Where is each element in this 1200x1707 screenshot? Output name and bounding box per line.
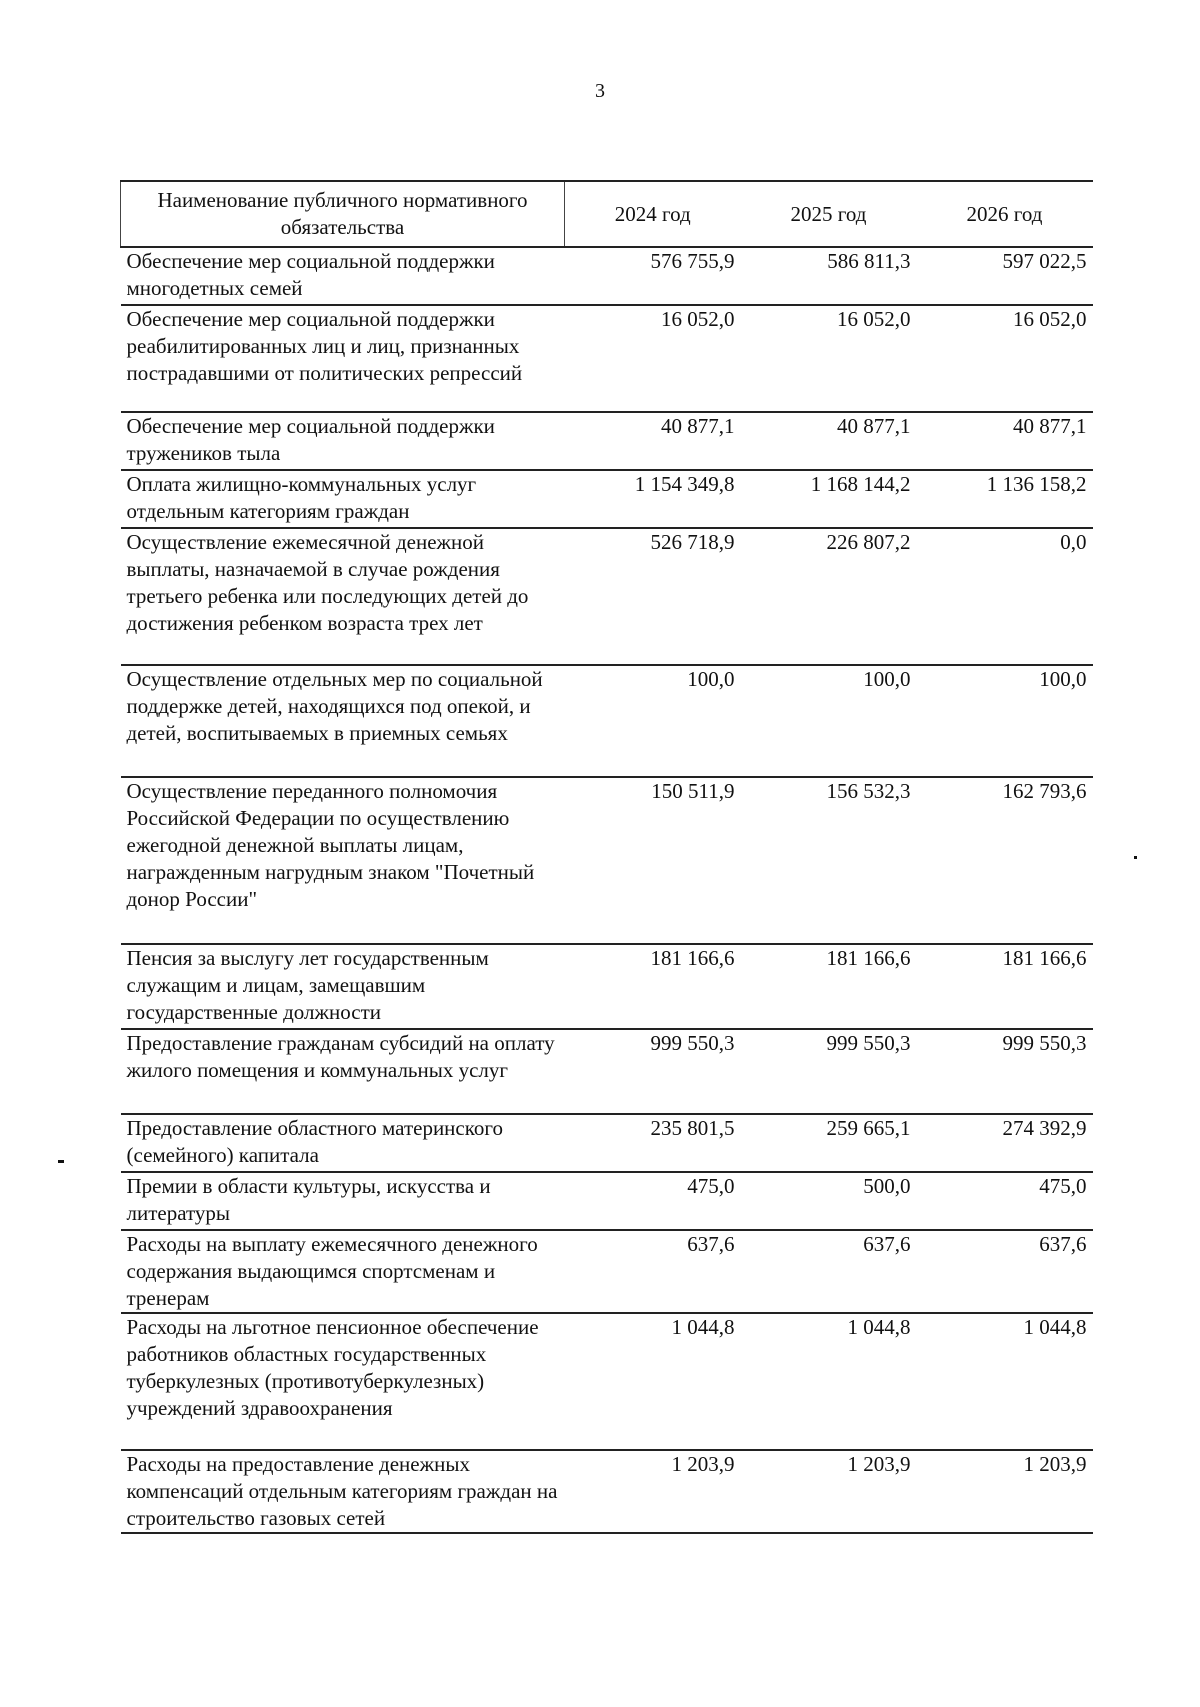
row-2024-cell: 526 718,9	[565, 528, 741, 665]
row-2024-cell: 181 166,6	[565, 944, 741, 1029]
table-row	[121, 305, 1093, 412]
row-name-cell: Осуществление отдельных мер по социальной поддержке детей, находящихся под опекой, и детей, воспитываемых в приемных семьях	[121, 665, 565, 777]
row-2026-cell: 40 877,1	[917, 412, 1093, 470]
row-2024-cell: 637,6	[565, 1230, 741, 1313]
row-2026-cell: 181 166,6	[917, 944, 1093, 1029]
table-row	[121, 470, 1093, 528]
row-2025-cell: 16 052,0	[741, 305, 917, 412]
table-row	[121, 1313, 1093, 1450]
table-row	[121, 1172, 1093, 1230]
row-name-cell: Премии в области культуры, искусства и литературы	[121, 1172, 565, 1230]
row-2025-cell: 181 166,6	[741, 944, 917, 1029]
row-name-cell: Расходы на выплату ежемесячного денежного содержания выдающимся спортсменам и тренерам	[121, 1230, 565, 1313]
row-name-cell: Оплата жилищно-коммунальных услуг отдельным категориям граждан	[121, 470, 565, 528]
row-2026-cell: 999 550,3	[917, 1029, 1093, 1114]
table-row	[121, 412, 1093, 470]
table-header-row	[121, 181, 1093, 247]
row-2026-cell: 637,6	[917, 1230, 1093, 1313]
row-2026-cell: 162 793,6	[917, 777, 1093, 944]
row-name-cell: Обеспечение мер социальной поддержки многодетных семей	[121, 247, 565, 305]
row-2024-cell: 576 755,9	[565, 247, 741, 305]
row-name-cell: Предоставление гражданам субсидий на оплату жилого помещения и коммунальных услуг	[121, 1029, 565, 1114]
row-2026-cell: 0,0	[917, 528, 1093, 665]
row-2026-cell: 597 022,5	[917, 247, 1093, 305]
table-row	[121, 1029, 1093, 1114]
table-row	[121, 528, 1093, 665]
page-number: 3	[595, 80, 605, 102]
header-2025: 2025 год	[741, 181, 917, 247]
row-2025-cell: 500,0	[741, 1172, 917, 1230]
row-2024-cell: 40 877,1	[565, 412, 741, 470]
scan-mark	[58, 1160, 64, 1163]
row-2024-cell: 235 801,5	[565, 1114, 741, 1172]
scan-mark	[1134, 856, 1137, 859]
row-2026-cell: 1 203,9	[917, 1450, 1093, 1533]
table-body	[121, 247, 1093, 1533]
table-row	[121, 1114, 1093, 1172]
row-2025-cell: 156 532,3	[741, 777, 917, 944]
row-2024-cell: 475,0	[565, 1172, 741, 1230]
row-2024-cell: 150 511,9	[565, 777, 741, 944]
row-name-cell: Обеспечение мер социальной поддержки реабилитированных лиц и лиц, признанных пострадавшими от политических репрессий	[121, 305, 565, 412]
row-2024-cell: 1 203,9	[565, 1450, 741, 1533]
row-name-cell: Осуществление ежемесячной денежной выплаты, назначаемой в случае рождения третьего ребенка или последующих детей до достижения ребенком возраста трех лет	[121, 528, 565, 665]
row-2024-cell: 16 052,0	[565, 305, 741, 412]
obligations-table	[120, 180, 1093, 1534]
header-2024: 2024 год	[565, 181, 741, 247]
row-2025-cell: 226 807,2	[741, 528, 917, 665]
row-2024-cell: 1 154 349,8	[565, 470, 741, 528]
table-row	[121, 247, 1093, 305]
table-row	[121, 1230, 1093, 1313]
row-name-cell: Расходы на предоставление денежных компенсаций отдельным категориям граждан на строительство газовых сетей	[121, 1450, 565, 1533]
table-row	[121, 665, 1093, 777]
row-2026-cell: 100,0	[917, 665, 1093, 777]
row-2025-cell: 1 203,9	[741, 1450, 917, 1533]
table-row	[121, 1450, 1093, 1533]
row-name-cell: Расходы на льготное пенсионное обеспечение работников областных государственных туберкулезных (противотуберкулезных) учреждений здравоохранения	[121, 1313, 565, 1450]
row-2024-cell: 999 550,3	[565, 1029, 741, 1114]
row-name-cell: Предоставление областного материнского (семейного) капитала	[121, 1114, 565, 1172]
table-row	[121, 944, 1093, 1029]
row-2026-cell: 1 136 158,2	[917, 470, 1093, 528]
row-2024-cell: 1 044,8	[565, 1313, 741, 1450]
row-2026-cell: 475,0	[917, 1172, 1093, 1230]
header-2026: 2026 год	[917, 181, 1093, 247]
row-2025-cell: 999 550,3	[741, 1029, 917, 1114]
row-2025-cell: 259 665,1	[741, 1114, 917, 1172]
row-2026-cell: 16 052,0	[917, 305, 1093, 412]
row-name-cell: Обеспечение мер социальной поддержки тружеников тыла	[121, 412, 565, 470]
row-2025-cell: 40 877,1	[741, 412, 917, 470]
row-2025-cell: 1 168 144,2	[741, 470, 917, 528]
row-name-cell: Пенсия за выслугу лет государственным служащим и лицам, замещавшим государственные должности	[121, 944, 565, 1029]
row-2025-cell: 1 044,8	[741, 1313, 917, 1450]
table-row	[121, 777, 1093, 944]
row-2026-cell: 274 392,9	[917, 1114, 1093, 1172]
row-2025-cell: 100,0	[741, 665, 917, 777]
row-2025-cell: 586 811,3	[741, 247, 917, 305]
row-2025-cell: 637,6	[741, 1230, 917, 1313]
row-2026-cell: 1 044,8	[917, 1313, 1093, 1450]
row-2024-cell: 100,0	[565, 665, 741, 777]
row-name-cell: Осуществление переданного полномочия Российской Федерации по осуществлению ежегодной денежной выплаты лицам, награжденным нагрудным знаком "Почетный донор России"	[121, 777, 565, 944]
header-name: Наименование публичного нормативного обязательства	[121, 181, 565, 247]
